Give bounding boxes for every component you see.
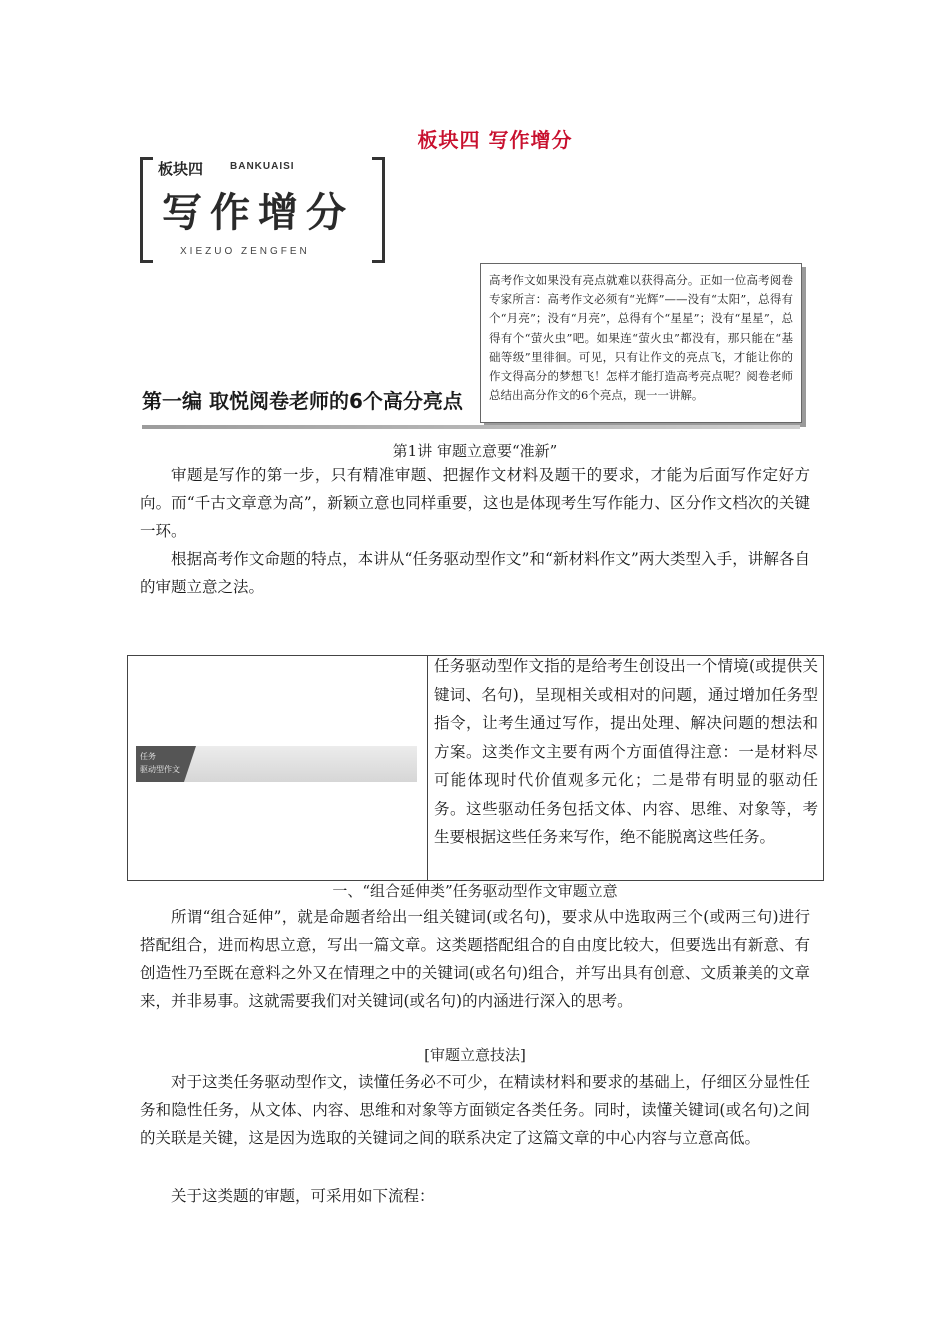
logo-title-pinyin: XIEZUO ZENGFEN [180, 246, 310, 257]
section-logo [140, 155, 385, 265]
lecture-paragraph: 根据高考作文命题的特点，本讲从“任务驱动型作文”和“新材料作文”两大类型入手，讲解各自的审题立意之法。 [140, 550, 810, 596]
task-description: 任务驱动型作文指的是给考生创设出一个情境(或提供关键词、名句)，呈现相关或相对的问题，通过增加任务型指令，让考生通过写作，提出处理、解决问题的想法和方案。这类作文主要有两个方面值得注意：一是材料尽可能体现时代价值观多元化；二是带有明显的驱动任务。这些驱动任务包括文体、内容、思维、对象等，考生要根据这些任务来写作，绝不能脱离这些任务。 [434, 657, 818, 846]
lecture-paragraph: 审题是写作的第一步，只有精准审题、把握作文材料及题干的要求，才能为后面写作定好方向。而“千古文章意为高”，新颖立意也同样重要，这也是体现考生写作能力、区分作文档次的关键一环。 [140, 466, 810, 540]
banner-label-line2: 驱动型作文 [140, 765, 180, 774]
lecture-title: 第1讲 审题立意要“准新” [392, 442, 558, 460]
logo-section-label: 板块四 [158, 160, 204, 178]
chapter-divider [142, 425, 800, 429]
logo-section-pinyin: BANKUAISI [230, 161, 295, 172]
logo-bracket-right [372, 157, 385, 263]
technique-title: [审题立意技法] [424, 1046, 526, 1064]
table-divider [427, 656, 428, 880]
task-table [127, 655, 824, 881]
banner-label-line1: 任务 [140, 752, 156, 761]
section-paragraph: 所谓“组合延伸”，就是命题者给出一组关键词(或名句)，要求从中选取两三个(或两三句)进行搭配组合，进而构思立意，写出一篇文章。这类题搭配组合的自由度比较大，但要选出有新意、有创造性乃至既在意料之外又在情理之中的关键词(或名句)组合，并写出具有创意、文质兼美的文章来，并非易事。这就需要我们对关键词(或名句)的内涵进行深入的思考。 [140, 908, 810, 1010]
task-banner [136, 746, 417, 782]
chapter-title: 第一编 取悦阅卷老师的6个高分亮点 [142, 389, 463, 413]
section-title: 一、“组合延伸类”任务驱动型作文审题立意 [332, 882, 618, 900]
logo-bracket-left [140, 157, 153, 263]
intro-box: 高考作文如果没有亮点就难以获得高分。正如一位高考阅卷专家所言：高考作文必须有“光辉”——没有“太阳”，总得有个“月亮”；没有“月亮”，总得有个“星星”；没有“星星”，总得有个“萤火虫”吧。如果连“萤火虫”都没有，那只能在“基础等级”里徘徊。可见，只有让作文的亮点飞，才能让你的作文得高分的梦想飞！怎样才能打造高考亮点呢？阅卷老师总结出高分作文的6个亮点，现一一讲解。 [480, 263, 802, 423]
logo-title: 写作增分 [162, 189, 354, 236]
flow-intro: 关于这类题的审题，可采用如下流程： [171, 1187, 435, 1205]
page-title: 板块四 写作增分 [417, 128, 573, 152]
technique-paragraph: 对于这类任务驱动型作文，读懂任务必不可少，在精读材料和要求的基础上，仔细区分显性任务和隐性任务，从文体、内容、思维和对象等方面锁定各类任务。同时，读懂关键词(或名句)之间的关联是关键，这是因为选取的关键词之间的联系决定了这篇文章的中心内容与立意高低。 [140, 1073, 810, 1147]
